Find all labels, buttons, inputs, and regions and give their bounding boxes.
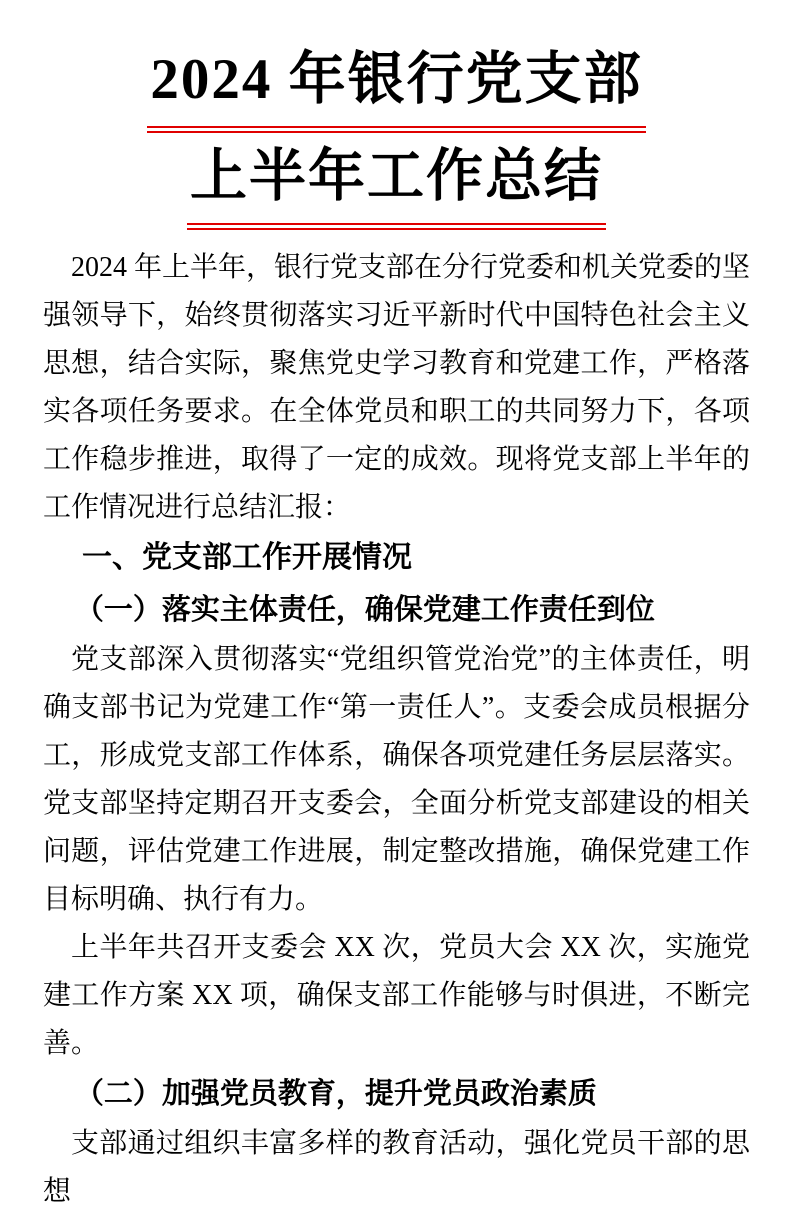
subsection-heading-1-1: （一）落实主体责任，确保党建工作责任到位	[74, 594, 655, 626]
subsection-heading-1-2: （二）加强党员教育，提升党员政治素质	[74, 1078, 597, 1110]
paragraph-main-responsibility: 党支部深入贯彻落实“党组织管党治党”的主体责任，明确支部书记为党建工作“第一责任人”。支委会成员根据分工，形成党支部工作体系，确保各项党建任务层层落实。党支部坚持定期召开支委会，全面分析党支部建设的相关问题，评估党建工作进展，制定整改措施，确保党建工作目标明确、执行有力。	[43, 644, 750, 915]
paragraph-meeting-counts: 上半年共召开支委会 XX 次，党员大会 XX 次，实施党建工作方案 XX 项，确保支部工作能够与时俱进，不断完善。	[43, 932, 750, 1059]
document-title-line-1	[43, 36, 750, 133]
title-text-line-1: 2024 年银行党支部	[147, 36, 645, 133]
document-title	[43, 36, 750, 230]
title-text-line-2: 上半年工作总结	[187, 133, 606, 230]
section-heading-1: 一、党支部工作开展情况	[82, 541, 412, 574]
intro-paragraph: 2024 年上半年，银行党支部在分行党委和机关党委的坚强领导下，始终贯彻落实习近平新时代中国特色社会主义思想，结合实际，聚焦党史学习教育和党建工作，严格落实各项任务要求。在全体党员和职工的共同努力下，各项工作稳步推进，取得了一定的成效。现将党支部上半年的工作情况进行总结汇报：	[43, 252, 751, 523]
document-title-line-2	[43, 133, 750, 230]
paragraph-member-education: 支部通过组织丰富多样的教育活动，强化党员干部的思想	[43, 1128, 750, 1207]
